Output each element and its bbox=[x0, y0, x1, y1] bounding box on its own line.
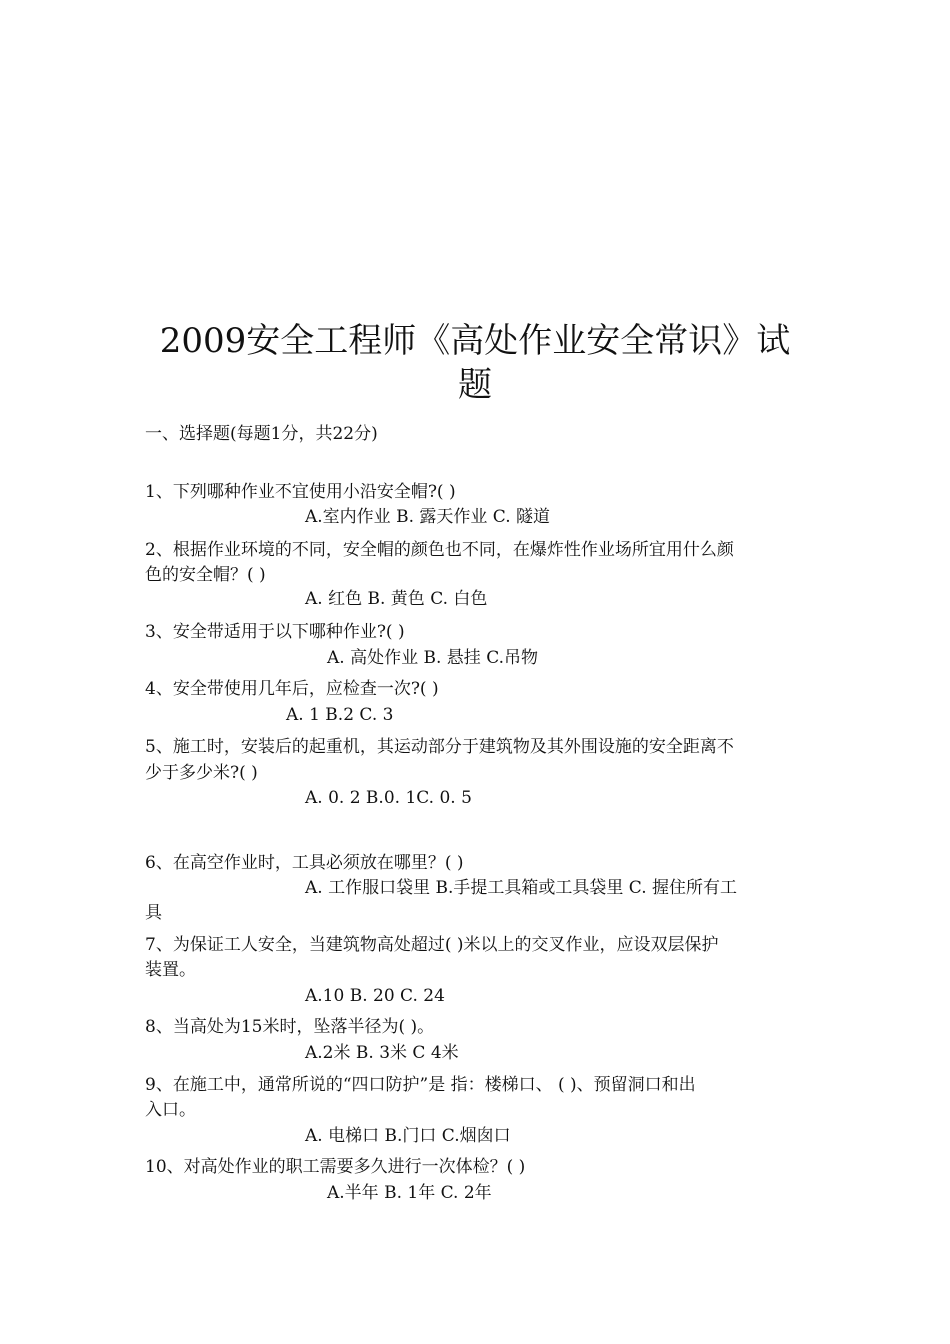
question-1-options: A.室内作业 B. 露天作业 C. 隧道 bbox=[305, 507, 550, 527]
question-4-options: A. 1 B.2 C. 3 bbox=[286, 705, 394, 725]
question-6: 6、在高空作业时，工具必须放在哪里？( ) bbox=[145, 853, 464, 873]
document-title-line-1: 2009安全工程师《高处作业安全常识》试 bbox=[159, 321, 791, 361]
question-7-options: A.10 B. 20 C. 24 bbox=[305, 986, 445, 1006]
question-8: 8、当高处为15米时，坠落半径为( )。 bbox=[145, 1017, 435, 1037]
question-3: 3、安全带适用于以下哪种作业?( ) bbox=[145, 622, 405, 642]
question-7-line-1: 7、为保证工人安全，当建筑物高处超过( )米以上的交叉作业，应设双层保护 bbox=[145, 935, 719, 955]
section-heading: 一、选择题(每题1分，共22分) bbox=[145, 424, 378, 444]
question-6-options-line-2: 具 bbox=[145, 903, 162, 923]
question-2-options: A. 红色 B. 黄色 C. 白色 bbox=[305, 589, 488, 609]
question-5-line-1: 5、施工时，安装后的起重机，其运动部分于建筑物及其外围设施的安全距离不 bbox=[145, 737, 734, 757]
question-8-options: A.2米 B. 3米 C 4米 bbox=[305, 1043, 459, 1063]
question-5-line-2: 少于多少米?( ) bbox=[145, 763, 258, 783]
question-4: 4、安全带使用几年后，应检查一次?( ) bbox=[145, 679, 439, 699]
document-title-line-2: 题 bbox=[458, 365, 492, 405]
question-9-line-1: 9、在施工中，通常所说的“四口防护”是 指：楼梯口、 ( )、预留洞口和出 bbox=[145, 1075, 696, 1095]
question-2-line-1: 2、根据作业环境的不同，安全帽的颜色也不同，在爆炸性作业场所宜用什么颜 bbox=[145, 540, 734, 560]
question-5-options: A. 0. 2 B.0. 1C. 0. 5 bbox=[305, 788, 472, 808]
question-6-options-line-1: A. 工作服口袋里 B.手提工具箱或工具袋里 C. 握住所有工 bbox=[305, 878, 737, 898]
question-3-options: A. 高处作业 B. 悬挂 C.吊物 bbox=[327, 648, 538, 668]
question-10-options: A.半年 B. 1年 C. 2年 bbox=[327, 1183, 492, 1203]
question-10: 10、对高处作业的职工需要多久进行一次体检？( ) bbox=[145, 1157, 526, 1177]
question-9-line-2: 入口。 bbox=[145, 1100, 196, 1120]
question-2-line-2: 色的安全帽？( ) bbox=[145, 565, 266, 585]
question-1: 1、下列哪种作业不宜使用小沿安全帽?( ) bbox=[145, 482, 456, 502]
question-7-line-2: 装置。 bbox=[145, 960, 196, 980]
question-9-options: A. 电梯口 B.门口 C.烟囱口 bbox=[305, 1126, 511, 1146]
